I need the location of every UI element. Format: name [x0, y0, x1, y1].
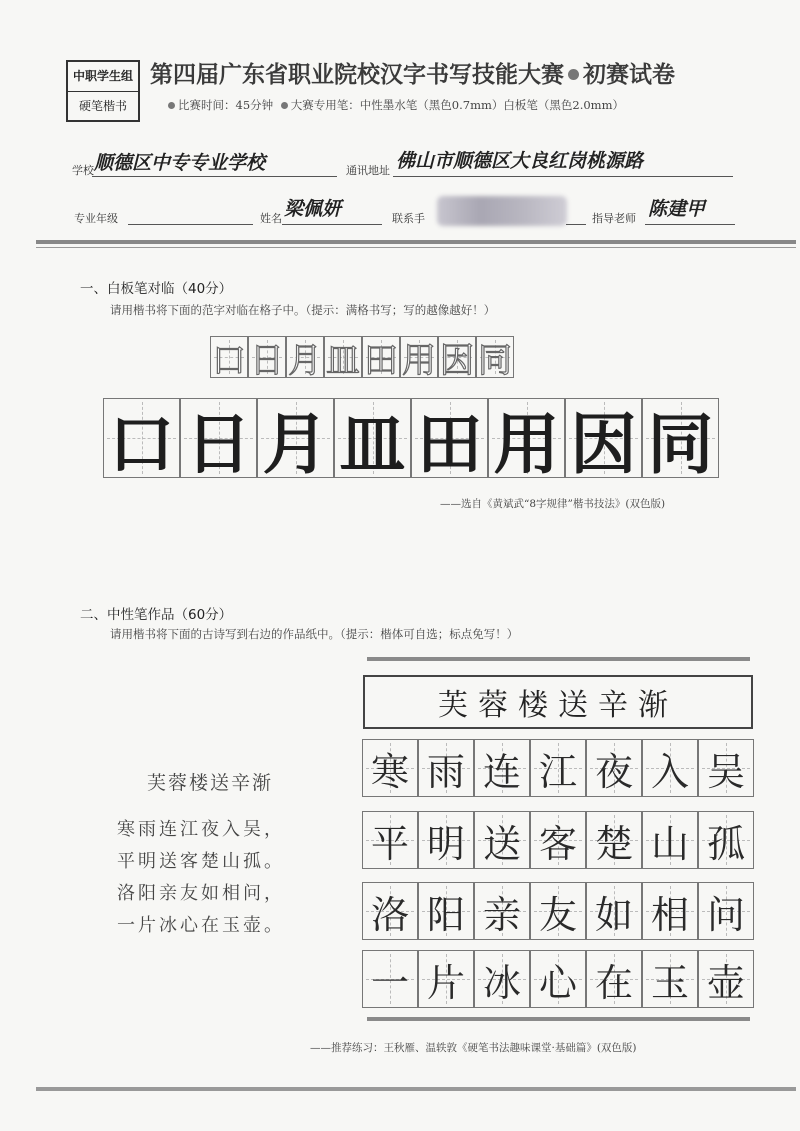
worksheet-char: 一 [370, 960, 409, 1005]
teacher-value: 陈建甲 [648, 198, 706, 220]
group-badge [66, 60, 140, 122]
written-cell [411, 398, 488, 483]
written-char: 口 [108, 404, 175, 483]
redacted-contact [437, 196, 567, 226]
worksheet-char: 入 [650, 749, 689, 794]
section1-instruction: 请用楷书将下面的范字对临在格子中。（提示：满格书写；写的越像越好！） [110, 303, 496, 317]
model-cell [210, 336, 248, 381]
header-divider-thin [36, 247, 796, 248]
worksheet-cell [586, 811, 642, 869]
worksheet-char: 江 [538, 749, 577, 794]
worksheet-bottom-border [367, 1017, 750, 1021]
worksheet-char: 寒 [370, 749, 409, 794]
worksheet-cell [418, 882, 474, 940]
worksheet-char: 平 [370, 821, 409, 866]
exam-info [168, 97, 624, 113]
model-char: 月 [288, 340, 322, 381]
worksheet-cell [530, 739, 586, 797]
worksheet-char: 心 [538, 960, 577, 1005]
model-char: 因 [440, 340, 474, 381]
model-char: 田 [364, 340, 398, 381]
model-char: 用 [402, 340, 436, 381]
address-value: 佛山市顺德区大良红岗桃源路 [396, 150, 644, 172]
worksheet-char: 如 [594, 892, 633, 937]
school-value: 顺德区中专专业学校 [94, 152, 266, 174]
worksheet-char: 亲 [482, 892, 521, 937]
model-char: 日 [250, 340, 284, 381]
bullet-dot-icon [281, 102, 288, 109]
written-char: 同 [647, 404, 714, 483]
poem-line-4: 一片冰心在玉壶。 [117, 915, 285, 936]
worksheet-char: 洛 [370, 892, 409, 937]
section1-source: ——选自《黄斌武“8字规律”楷书技法》(双色版) [440, 498, 666, 510]
worksheet-cell [530, 950, 586, 1008]
worksheet-cell [474, 950, 530, 1008]
worksheet-char: 连 [482, 749, 521, 794]
school-label: 学校 [72, 164, 94, 177]
title-competition: 第四届广东省职业院校汉字书写技能大赛 [150, 62, 564, 88]
worksheet-cell [474, 882, 530, 940]
worksheet-char: 壶 [706, 960, 745, 1005]
bullet-dot-icon [568, 69, 579, 80]
worksheet-cell [586, 739, 642, 797]
contact-field-end [566, 206, 586, 225]
poem-title: 芙蓉楼送辛渐 [147, 772, 274, 794]
written-cell [565, 398, 642, 483]
worksheet-char: 冰 [482, 960, 521, 1005]
written-char: 月 [262, 404, 329, 483]
written-char-row [103, 398, 719, 483]
model-char: 皿 [326, 340, 360, 381]
worksheet-char: 送 [482, 821, 521, 866]
section2-heading: 二、中性笔作品（60分） [80, 607, 233, 623]
recommend-note: ——推荐练习：王秋雁、温轶敦《硬笔书法趣味课堂·基础篇》(双色版) [310, 1042, 637, 1054]
model-cell [362, 336, 400, 381]
worksheet-char: 雨 [426, 749, 465, 794]
worksheet-cell [362, 950, 418, 1008]
worksheet-cell [698, 882, 754, 940]
worksheet-char: 孤 [706, 821, 745, 866]
section2-instruction: 请用楷书将下面的古诗写到右边的作品纸中。（提示：楷体可自选；标点免写！） [110, 627, 519, 641]
model-cell [438, 336, 476, 381]
worksheet-char: 吴 [706, 749, 745, 794]
worksheet-char: 阳 [426, 892, 465, 937]
major-field[interactable] [128, 206, 253, 225]
worksheet-cell [586, 882, 642, 940]
worksheet-cell [362, 811, 418, 869]
worksheet-char: 明 [426, 821, 465, 866]
badge-category: 硬笔楷书 [68, 91, 138, 121]
worksheet-char: 客 [538, 821, 577, 866]
worksheet-char: 玉 [650, 960, 689, 1005]
model-char: 口 [212, 340, 246, 381]
worksheet-cell [418, 950, 474, 1008]
bullet-dot-icon [168, 102, 175, 109]
worksheet-char: 山 [650, 821, 689, 866]
worksheet-cell [418, 811, 474, 869]
model-char: 同 [478, 340, 512, 381]
worksheet-cell [642, 811, 698, 869]
worksheet-row-4 [362, 950, 754, 1008]
written-char: 用 [493, 404, 560, 483]
worksheet-cell [642, 882, 698, 940]
worksheet-title-box [363, 675, 753, 729]
worksheet-row-3 [362, 882, 754, 940]
written-cell [257, 398, 334, 483]
header-divider [36, 240, 796, 244]
worksheet-char: 友 [538, 892, 577, 937]
worksheet-top-border [367, 657, 750, 661]
exam-time: 比赛时间：45分钟 [178, 98, 274, 112]
worksheet-char: 相 [650, 892, 689, 937]
worksheet-row-2 [362, 811, 754, 869]
worksheet-title: 芙蓉楼送辛渐 [438, 688, 678, 723]
worksheet-cell [474, 739, 530, 797]
model-char-row [210, 336, 514, 381]
poem-line-3: 洛阳亲友如相问， [117, 883, 285, 904]
poem-line-2: 平明送客楚山孤。 [117, 851, 285, 872]
contact-label: 联系手 [392, 212, 425, 225]
worksheet-cell [530, 811, 586, 869]
worksheet-cell [474, 811, 530, 869]
model-cell [400, 336, 438, 381]
worksheet-cell [530, 882, 586, 940]
model-cell [248, 336, 286, 381]
model-cell [324, 336, 362, 381]
worksheet-char: 在 [594, 960, 633, 1005]
written-cell [180, 398, 257, 483]
worksheet-char: 楚 [594, 821, 633, 866]
worksheet-cell [698, 811, 754, 869]
worksheet-cell [362, 882, 418, 940]
title-paper: 初赛试卷 [583, 62, 675, 88]
written-cell [103, 398, 180, 483]
name-label: 姓名 [260, 212, 282, 225]
teacher-label: 指导老师 [592, 212, 636, 225]
written-cell [488, 398, 565, 483]
worksheet-cell [698, 739, 754, 797]
worksheet-cell [698, 950, 754, 1008]
worksheet-char: 夜 [594, 749, 633, 794]
written-char: 皿 [339, 404, 406, 483]
major-label: 专业年级 [74, 212, 118, 225]
written-char: 日 [185, 404, 252, 483]
address-label: 通讯地址 [346, 164, 390, 177]
written-cell [642, 398, 719, 483]
exam-pen: 大赛专用笔：中性墨水笔（黑色0.7mm）白板笔（黑色2.0mm） [290, 98, 624, 112]
written-char: 田 [416, 404, 483, 483]
model-cell [476, 336, 514, 381]
footer-divider [36, 1087, 796, 1091]
poem-line-1: 寒雨连江夜入吴， [117, 819, 285, 840]
badge-group: 中职学生组 [72, 69, 133, 83]
worksheet-char: 问 [706, 892, 745, 937]
model-cell [286, 336, 324, 381]
worksheet-char: 片 [426, 960, 465, 1005]
name-value: 梁佩妍 [284, 198, 342, 220]
worksheet-cell [642, 739, 698, 797]
worksheet-cell [362, 739, 418, 797]
written-char: 因 [570, 404, 637, 483]
worksheet-cell [642, 950, 698, 1008]
worksheet-row-1 [362, 739, 754, 797]
worksheet-cell [418, 739, 474, 797]
written-cell [334, 398, 411, 483]
page-title [150, 56, 675, 89]
worksheet-cell [586, 950, 642, 1008]
section1-heading: 一、白板笔对临（40分） [80, 281, 233, 297]
